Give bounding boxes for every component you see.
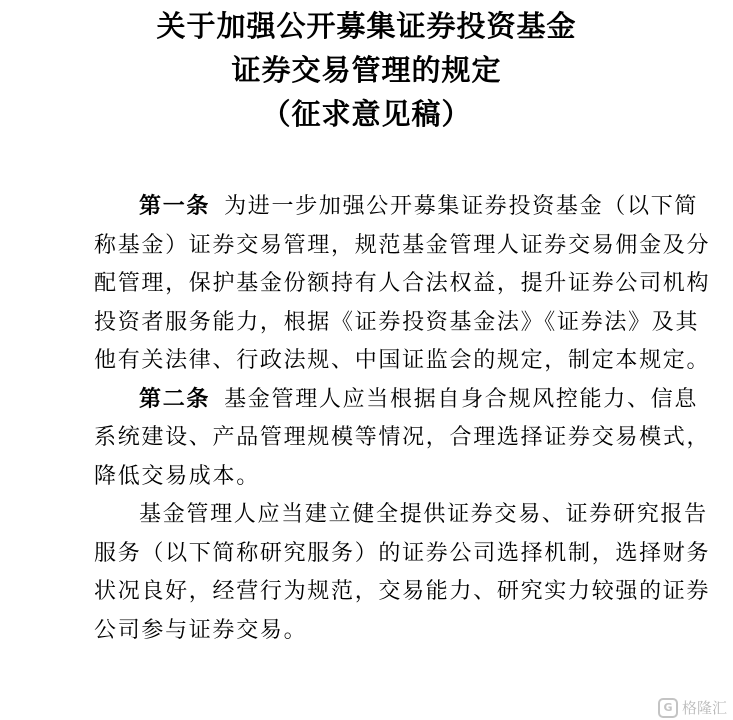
- article-1-text-1: 为进一步加强公开募集证券投资基金（以下简: [224, 194, 699, 219]
- article-1-line-4: 投资者服务能力，根据《证券投资基金法》《证券法》及其: [94, 309, 700, 335]
- paragraph-3-line-3: 状况良好，经营行为规范，交易能力、研究实力较强的证券: [94, 579, 711, 604]
- article-1-line-3: 配管理，保护基金份额持有人合法权益，提升证券公司机构: [94, 271, 711, 296]
- article-2-text-1: 基金管理人应当根据自身合规风控能力、信息: [224, 386, 699, 412]
- paragraph-3-line-4: 公司参与证券交易。: [94, 617, 308, 643]
- article-1-heading: 第一条: [139, 194, 211, 219]
- document-body: [94, 188, 711, 650]
- watermark-text: 格隆汇: [681, 699, 727, 717]
- gelonghui-logo-icon: G: [658, 698, 678, 718]
- watermark: [658, 697, 727, 718]
- article-1-line-2: 称基金）证券交易管理，规范基金管理人证券交易佣金及分: [94, 232, 711, 258]
- article-1-line-1: [94, 188, 699, 227]
- article-2-line-3: 降低交易成本。: [94, 463, 260, 489]
- article-2-line-2: 系统建设、产品管理规模等情况，合理选择证券交易模式，: [94, 425, 711, 450]
- paragraph-3-line-1: 基金管理人应当建立健全提供证券交易、证券研究报告: [139, 502, 708, 527]
- title-line-2: 证券交易管理的规定: [231, 53, 502, 87]
- article-2-line-1: [94, 381, 699, 420]
- paragraph-3-line-2: 服务（以下简称研究服务）的证券公司选择机制，选择财务: [94, 540, 711, 566]
- article-2-heading: 第二条: [139, 386, 211, 412]
- article-1-line-5: 他有关法律、行政法规、中国证监会的规定，制定本规定。: [94, 348, 711, 373]
- document-title: [0, 4, 733, 136]
- title-line-1: 关于加强公开募集证券投资基金: [156, 9, 577, 43]
- title-line-3: （征求意见稿）: [261, 97, 472, 131]
